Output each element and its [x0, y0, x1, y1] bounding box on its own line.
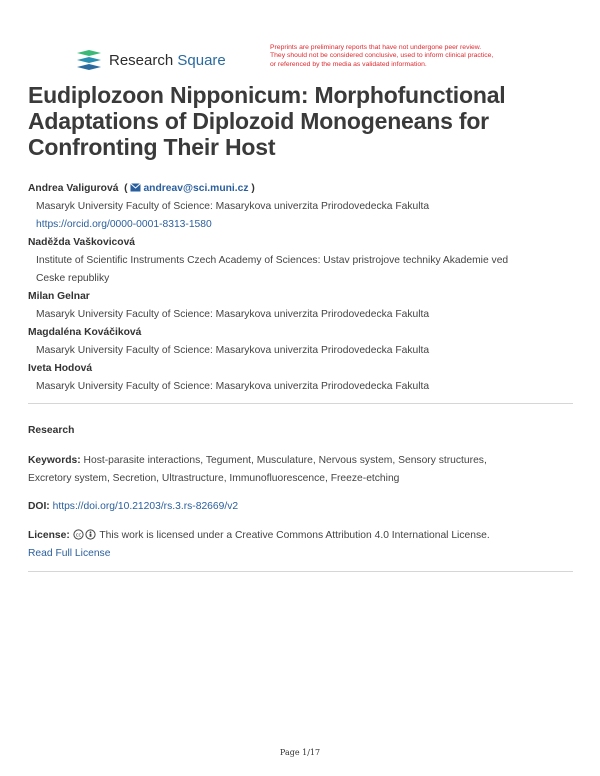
- author-block: [28, 360, 580, 396]
- author-affiliation: Masaryk University Faculty of Science: Masarykova univerzita Prirodovedecka Fakulta: [36, 309, 430, 320]
- license-section: [28, 527, 573, 563]
- keywords-text: Excretory system, Secretion, Ultrastructure, Immunofluorescence, Freeze-etching: [28, 473, 400, 484]
- keywords-label: Keywords:: [28, 455, 81, 466]
- svg-text:cc: cc: [75, 532, 81, 539]
- author-email-group: ( andreav@sci.muni.cz ): [121, 183, 255, 194]
- article-type: Research: [28, 425, 75, 436]
- keywords-section: [28, 452, 573, 488]
- author-affiliation: Masaryk University Faculty of Science: Masarykova univerzita Prirodovedecka Fakulta: [36, 345, 430, 356]
- logo-text: Research Square: [109, 51, 226, 69]
- doi-section: [28, 498, 573, 516]
- preprint-notice-line: They should not be considered conclusive, used to inform clinical practice,: [270, 52, 494, 60]
- author-name: Magdaléna Kováčiková: [28, 327, 142, 338]
- license-text: This work is licensed under a Creative Commons Attribution 4.0 International License.: [99, 530, 490, 541]
- author-block: [28, 288, 580, 324]
- research-square-logo[interactable]: [75, 48, 226, 72]
- orcid-link[interactable]: https://orcid.org/0000-0001-8313-1580: [36, 219, 212, 230]
- preprint-notice: [270, 44, 535, 69]
- author-name: Naděžda Vaškovicová: [28, 237, 136, 248]
- author-block: [28, 324, 580, 360]
- section-divider: [28, 571, 573, 572]
- author-block: [28, 180, 580, 234]
- author-list: [28, 180, 580, 396]
- author-affiliation: Institute of Scientific Instruments Czech Academy of Sciences: Ustav pristrojove techniky Akademie ved: [36, 255, 509, 266]
- research-square-logo-icon: [75, 48, 103, 72]
- author-affiliation: Ceske republiky: [36, 273, 110, 284]
- doi-label: DOI:: [28, 501, 50, 512]
- read-full-license-link[interactable]: Read Full License: [28, 548, 111, 559]
- author-affiliation: Masaryk University Faculty of Science: Masarykova univerzita Prirodovedecka Fakulta: [36, 381, 430, 392]
- author-affiliation: Masaryk University Faculty of Science: Masarykova univerzita Prirodovedecka Fakulta: [36, 201, 430, 212]
- author-name: Milan Gelnar: [28, 291, 90, 302]
- paper-title: Eudiplozoon Nipponicum: Morphofunctional Adaptations of Diplozoid Monogeneans for Confronting Their Host: [28, 82, 506, 160]
- preprint-notice-line: or referenced by the media as validated information.: [270, 60, 427, 68]
- author-name: Iveta Hodová: [28, 363, 93, 374]
- author-name: Andrea Valigurová: [28, 183, 119, 194]
- author-block: [28, 234, 580, 288]
- doi-link[interactable]: https://doi.org/10.21203/rs.3.rs-82669/v2: [52, 501, 239, 512]
- author-email-link[interactable]: andreav@sci.muni.cz: [143, 183, 249, 194]
- keywords-text: Host-parasite interactions, Tegument, Musculature, Nervous system, Sensory structures,: [83, 455, 487, 466]
- preprint-notice-line: Preprints are preliminary reports that have not undergone peer review.: [270, 44, 482, 51]
- page-number: Page 1/17: [279, 748, 321, 757]
- section-divider: [28, 403, 573, 404]
- envelope-icon: [130, 183, 141, 192]
- license-label: License:: [28, 530, 70, 541]
- creative-commons-icon: [73, 529, 97, 540]
